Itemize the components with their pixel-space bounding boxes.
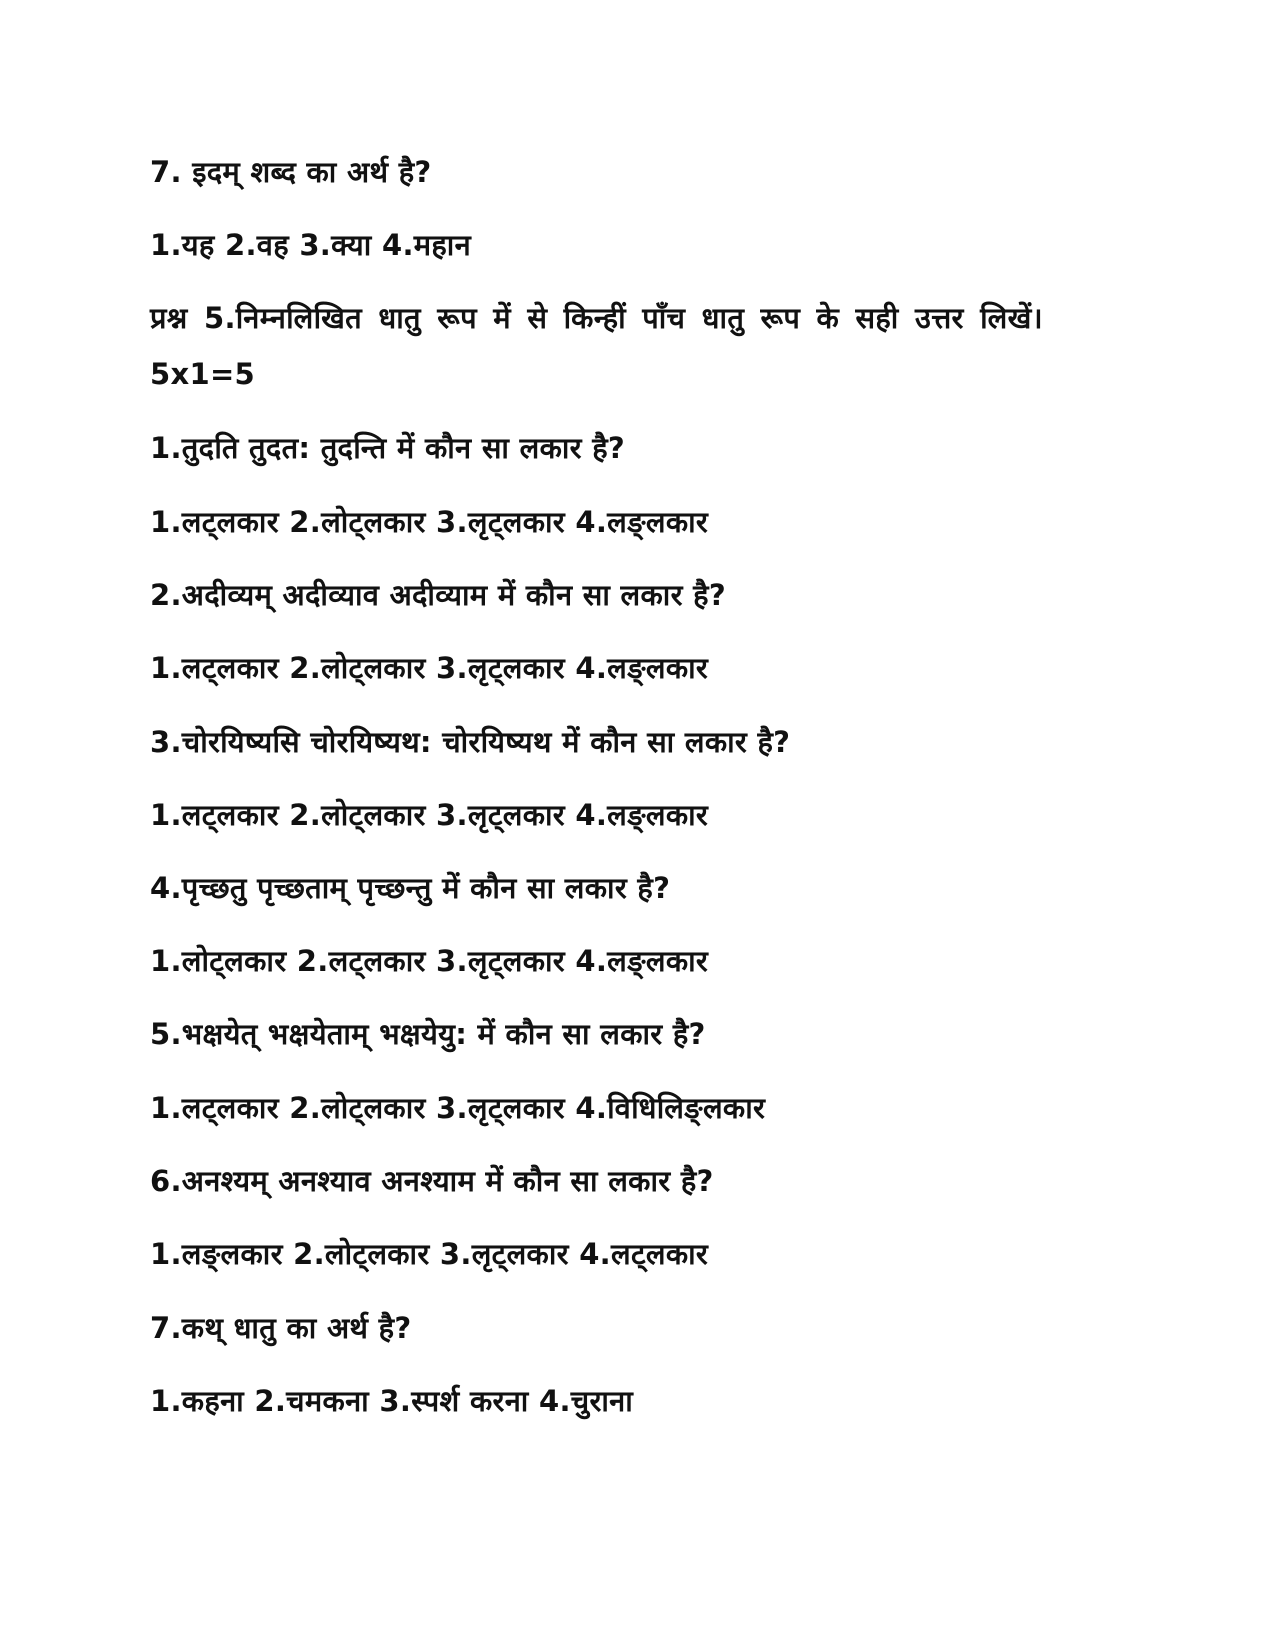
question-3-chorayishyasi: 3.चोरयिष्यसि चोरयिष्यथ: चोरयिष्यथ में कौन सा लकार है? — [150, 725, 791, 759]
options-question-3: 1.लट्लकार 2.लोट्लकार 3.लृट्लकार 4.लङ्लकार — [150, 798, 709, 832]
question-4-prichchhatu: 4.पृच्छतु पृच्छताम् पृच्छन्तु में कौन सा लकार है? — [150, 871, 671, 905]
options-question-1: 1.लट्लकार 2.लोट्लकार 3.लृट्लकार 4.लङ्लकार — [150, 505, 709, 539]
options-question-2: 1.लट्लकार 2.लोट्लकार 3.लृट्लकार 4.लङ्लकार — [150, 651, 709, 685]
options-question-7-kath: 1.कहना 2.चमकना 3.स्पर्श करना 4.चुराना — [150, 1384, 634, 1418]
options-question-5: 1.लट्लकार 2.लोट्लकार 3.लृट्लकार 4.विधिलिङ्लकार — [150, 1091, 766, 1125]
question-1-tudati: 1.तुदति तुदत: तुदन्ति में कौन सा लकार है? — [150, 431, 626, 465]
options-question-7-idam: 1.यह 2.वह 3.क्या 4.महान — [150, 228, 472, 262]
section-heading-question-5: प्रश्न 5.निम्नलिखित धातु रूप में से किन्हीं पाँच धातु रूप के सही उत्तर लिखें।5x1=5 — [150, 301, 1043, 391]
question-7-idam: 7. इदम् शब्द का अर्थ है? — [150, 155, 432, 189]
options-question-4: 1.लोट्लकार 2.लट्लकार 3.लृट्लकार 4.लङ्लकार — [150, 944, 709, 978]
options-question-6: 1.लङ्लकार 2.लोट्लकार 3.लृट्लकार 4.लट्लकार — [150, 1237, 709, 1271]
question-5-bhakshayet: 5.भक्षयेत् भक्षयेताम् भक्षयेयु: में कौन सा लकार है? — [150, 1017, 706, 1051]
question-2-adivyam: 2.अदीव्यम् अदीव्याव अदीव्याम में कौन सा लकार है? — [150, 578, 726, 612]
question-6-anashyam: 6.अनश्यम् अनश्याव अनश्याम में कौन सा लकार है? — [150, 1164, 714, 1198]
question-7-kath: 7.कथ् धातु का अर्थ है? — [150, 1311, 412, 1345]
